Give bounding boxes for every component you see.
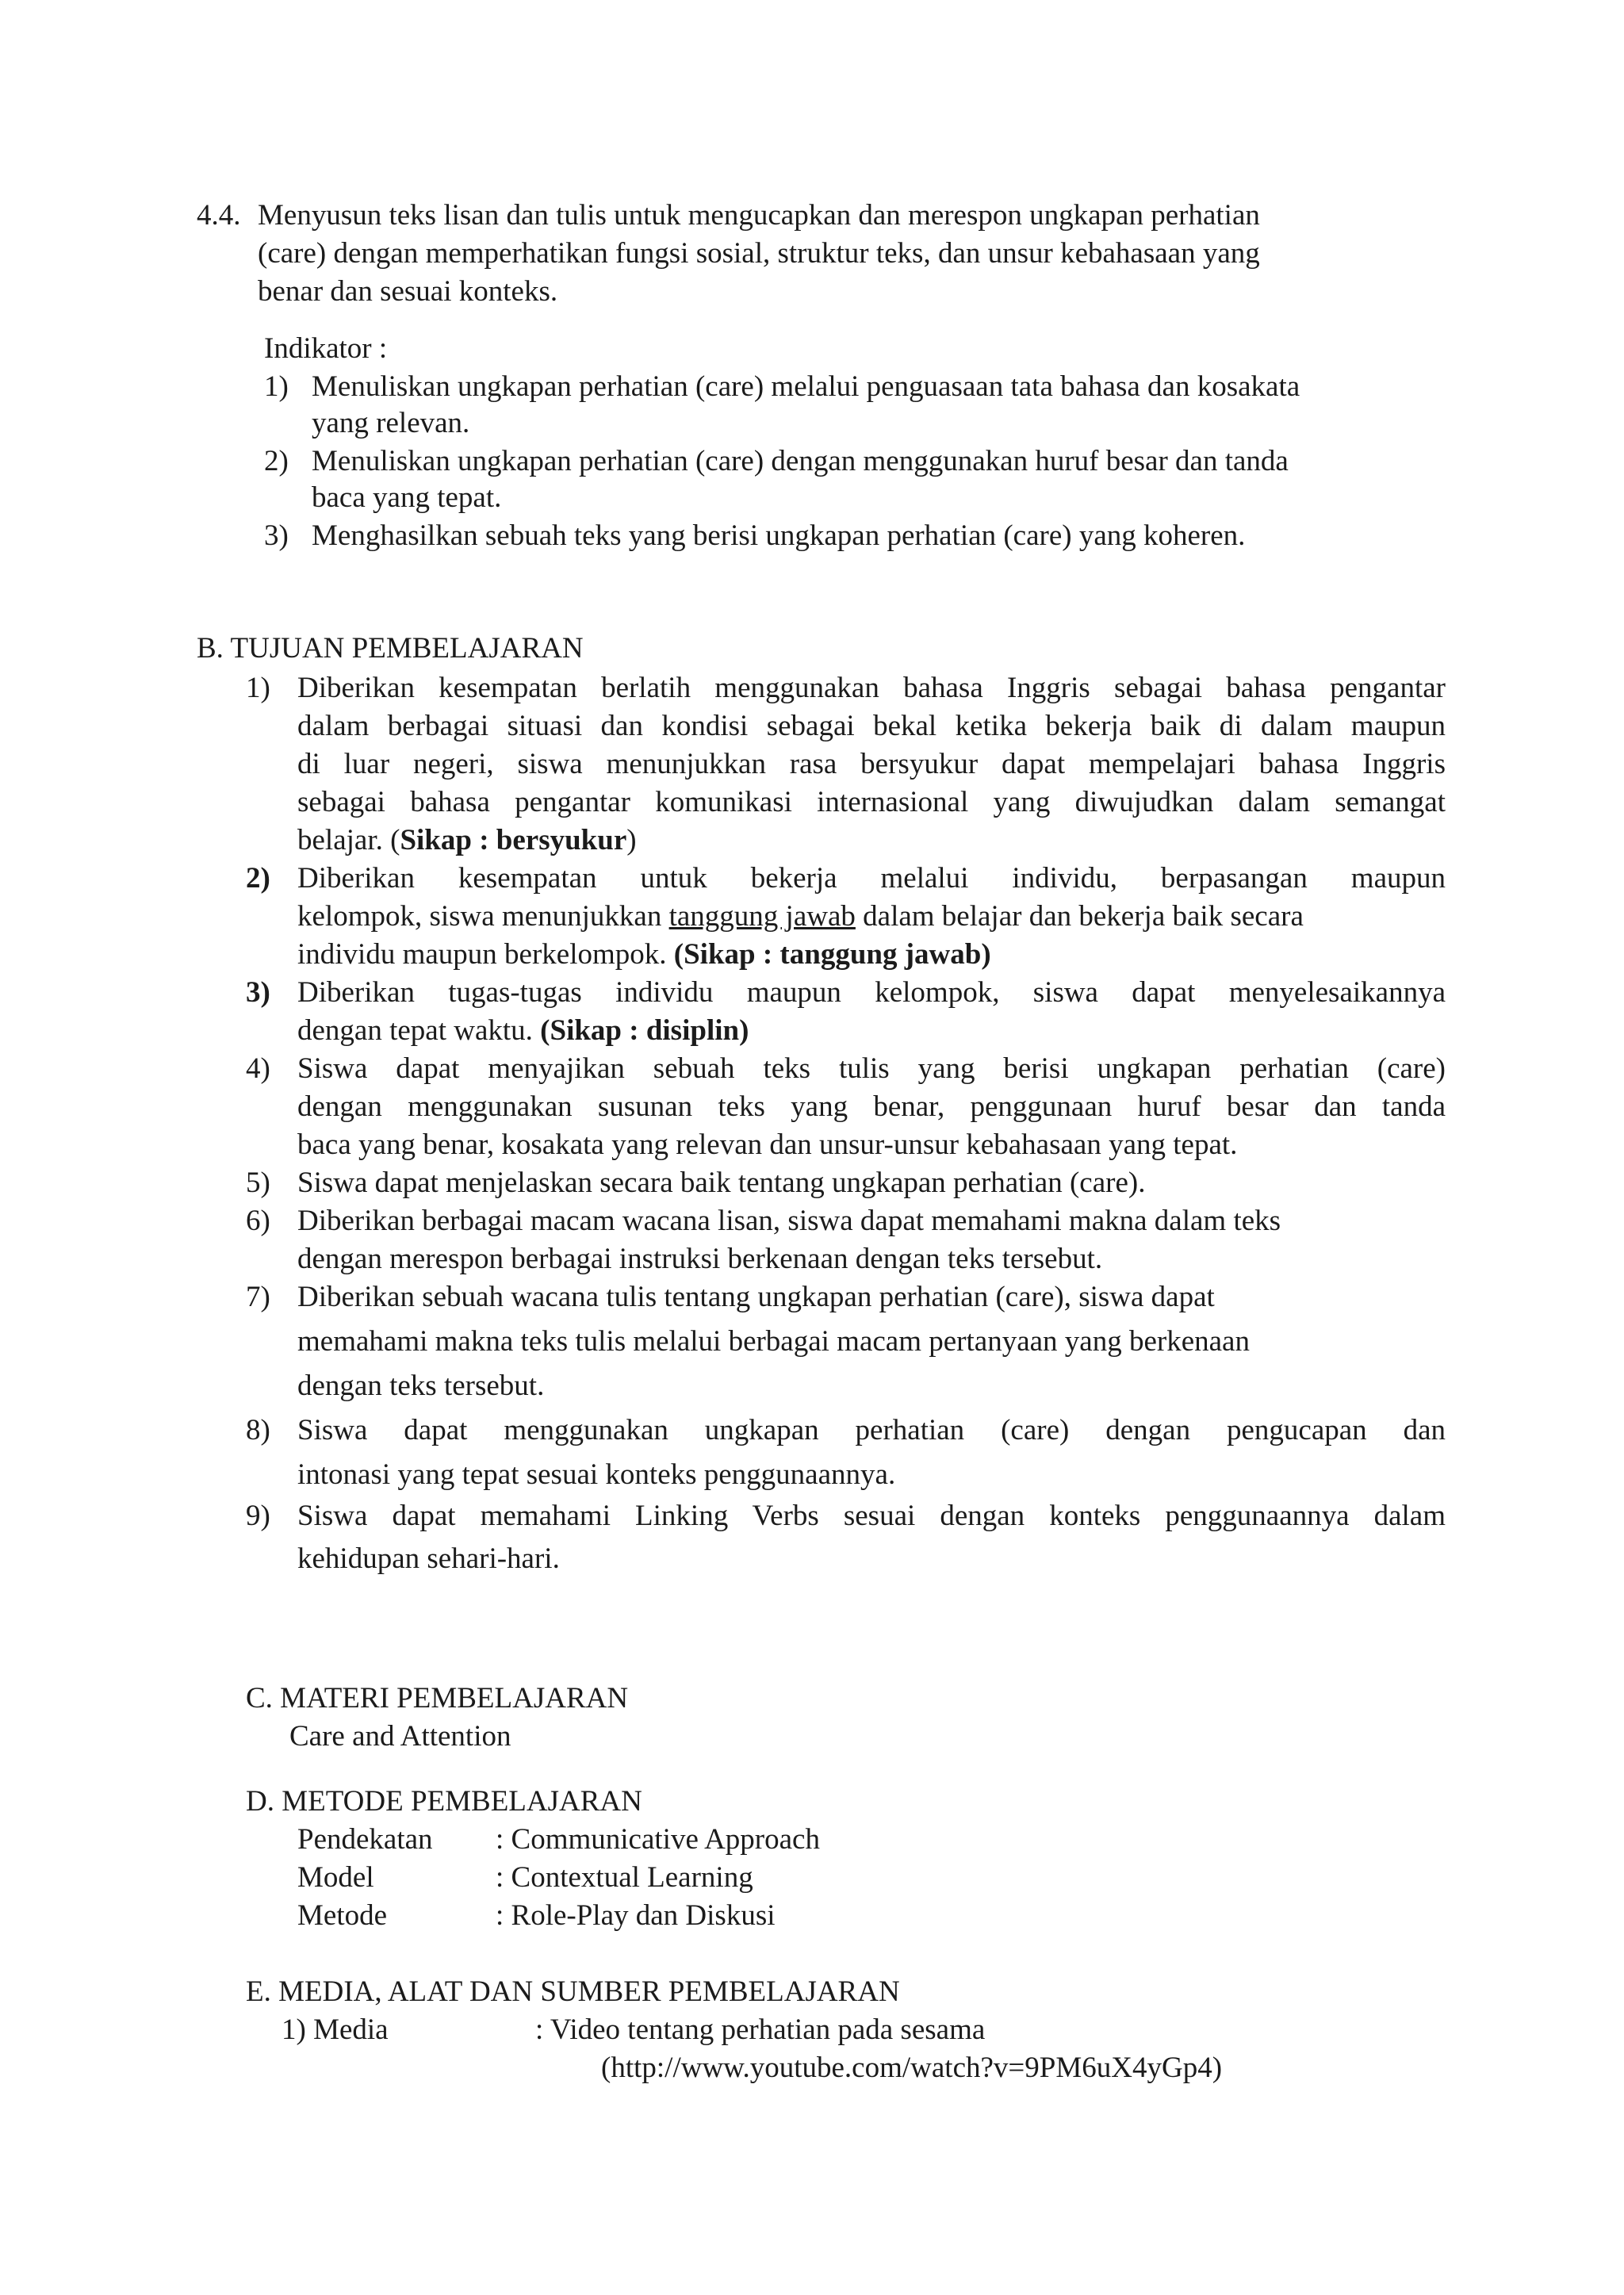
tujuan-4-line-1: Siswa dapat menyajikan sebuah teks tulis yang berisi ungkapan perhatian (care)	[297, 1052, 1446, 1085]
metode-row-3-value: : Role-Play dan Diskusi	[496, 1899, 776, 1932]
tujuan-4-line-3: baca yang benar, kosakata yang relevan dan unsur-unsur kebahasaan yang tepat.	[297, 1128, 1238, 1161]
indikator-1-line-1: Menuliskan ungkapan perhatian (care) melalui penguasaan tata bahasa dan kosakata	[312, 370, 1300, 403]
tujuan-4-line-2: dengan menggunakan susunan teks yang benar, penggunaan huruf besar dan tanda	[297, 1090, 1446, 1123]
tujuan-9-number: 9)	[246, 1500, 270, 1532]
tujuan-2-attitude: (Sikap : tanggung jawab)	[673, 938, 991, 971]
section-c-heading: C. MATERI PEMBELAJARAN	[246, 1682, 629, 1715]
tujuan-1-number: 1)	[246, 672, 270, 704]
tujuan-9-line-2: kehidupan sehari-hari.	[297, 1542, 560, 1575]
media-item-label: 1) Media	[282, 2013, 389, 2046]
tujuan-1-line-1: Diberikan kesempatan berlatih menggunakan bahasa Inggris sebagai bahasa pengantar	[297, 672, 1446, 704]
tujuan-1-line-2: dalam berbagai situasi dan kondisi sebagai bekal ketika bekerja baik di dalam maupun	[297, 710, 1446, 742]
indikator-2-line-2: baca yang tepat.	[312, 481, 502, 514]
section-d-heading: D. METODE PEMBELAJARAN	[246, 1785, 642, 1818]
tujuan-2-line-3	[297, 937, 991, 972]
tujuan-2-text-a: kelompok, siswa menunjukkan	[297, 900, 669, 933]
metode-row-1-label: Pendekatan	[297, 1823, 433, 1856]
tujuan-6-line-2: dengan merespon berbagai instruksi berkenaan dengan teks tersebut.	[297, 1243, 1103, 1275]
tujuan-2-line-1: Diberikan kesempatan untuk bekerja melalui individu, berpasangan maupun	[297, 862, 1446, 895]
tujuan-1-line-4: sebagai bahasa pengantar komunikasi internasional yang diwujudkan dalam semangat	[297, 786, 1446, 818]
indikator-3-number: 3)	[264, 519, 289, 552]
media-item-value: : Video tentang perhatian pada sesama	[535, 2013, 986, 2046]
materi-content: Care and Attention	[289, 1720, 511, 1753]
tujuan-3-attitude: (Sikap : disiplin)	[540, 1014, 749, 1047]
indikator-1-line-2: yang relevan.	[312, 407, 470, 439]
media-item-url: (http://www.youtube.com/watch?v=9PM6uX4yGp4)	[601, 2052, 1223, 2084]
tujuan-7-line-3: dengan teks tersebut.	[297, 1370, 545, 1402]
tujuan-5-line-1: Siswa dapat menjelaskan secara baik tentang ungkapan perhatian (care).	[297, 1167, 1146, 1199]
tujuan-8-number: 8)	[246, 1414, 270, 1446]
tujuan-8-line-2: intonasi yang tepat sesuai konteks penggunaannya.	[297, 1458, 896, 1491]
tujuan-2-underlined-term: tanggung jawab	[668, 900, 856, 933]
indikator-1-number: 1)	[264, 370, 289, 403]
tujuan-9-line-1: Siswa dapat memahami Linking Verbs sesuai dengan konteks penggunaannya dalam	[297, 1500, 1446, 1532]
tujuan-1-line-3: di luar negeri, siswa menunjukkan rasa bersyukur dapat mempelajari bahasa Inggris	[297, 748, 1446, 780]
tujuan-1-line-5	[297, 823, 637, 858]
tujuan-3-number: 3)	[246, 976, 270, 1009]
metode-row-2-value: : Contextual Learning	[496, 1861, 753, 1894]
kd-number: 4.4.	[197, 199, 241, 232]
metode-row-2-label: Model	[297, 1861, 374, 1894]
tujuan-1-text: belajar. (	[297, 824, 400, 856]
tujuan-2-line-2	[297, 899, 1304, 934]
metode-row-3-label: Metode	[297, 1899, 388, 1932]
tujuan-7-line-1: Diberikan sebuah wacana tulis tentang ungkapan perhatian (care), siswa dapat	[297, 1281, 1215, 1313]
tujuan-2-text-c: individu maupun berkelompok.	[297, 938, 674, 971]
kd-text-line-1: Menyusun teks lisan dan tulis untuk mengucapkan dan merespon ungkapan perhatian	[258, 199, 1260, 232]
tujuan-8-line-1: Siswa dapat menggunakan ungkapan perhatian (care) dengan pengucapan dan	[297, 1414, 1446, 1446]
tujuan-4-number: 4)	[246, 1052, 270, 1085]
tujuan-3-line-1: Diberikan tugas-tugas individu maupun kelompok, siswa dapat menyelesaikannya	[297, 976, 1446, 1009]
tujuan-7-line-2: memahami makna teks tulis melalui berbagai macam pertanyaan yang berkenaan	[297, 1325, 1250, 1358]
indikator-3-line-1: Menghasilkan sebuah teks yang berisi ungkapan perhatian (care) yang koheren.	[312, 519, 1246, 552]
tujuan-2-text-b: dalam belajar dan bekerja baik secara	[855, 900, 1304, 933]
tujuan-5-number: 5)	[246, 1167, 270, 1199]
tujuan-3-line-2	[297, 1013, 749, 1048]
tujuan-7-number: 7)	[246, 1281, 270, 1313]
tujuan-2-number: 2)	[246, 862, 270, 895]
tujuan-1-close-paren: )	[626, 824, 637, 856]
section-b-heading: B. TUJUAN PEMBELAJARAN	[197, 632, 584, 665]
tujuan-6-line-1: Diberikan berbagai macam wacana lisan, siswa dapat memahami makna dalam teks	[297, 1205, 1281, 1237]
tujuan-1-attitude: Sikap : bersyukur	[400, 824, 627, 856]
kd-text-line-3: benar dan sesuai konteks.	[258, 275, 558, 308]
kd-text-line-2: (care) dengan memperhatikan fungsi sosial, struktur teks, dan unsur kebahasaan yang	[258, 237, 1260, 270]
tujuan-6-number: 6)	[246, 1205, 270, 1237]
section-e-heading: E. MEDIA, ALAT DAN SUMBER PEMBELAJARAN	[246, 1975, 900, 2008]
metode-row-1-value: : Communicative Approach	[496, 1823, 820, 1856]
tujuan-3-text: dengan tepat waktu.	[297, 1014, 541, 1047]
indikator-2-line-1: Menuliskan ungkapan perhatian (care) dengan menggunakan huruf besar dan tanda	[312, 445, 1289, 477]
indikator-heading: Indikator :	[264, 332, 388, 365]
indikator-2-number: 2)	[264, 445, 289, 477]
